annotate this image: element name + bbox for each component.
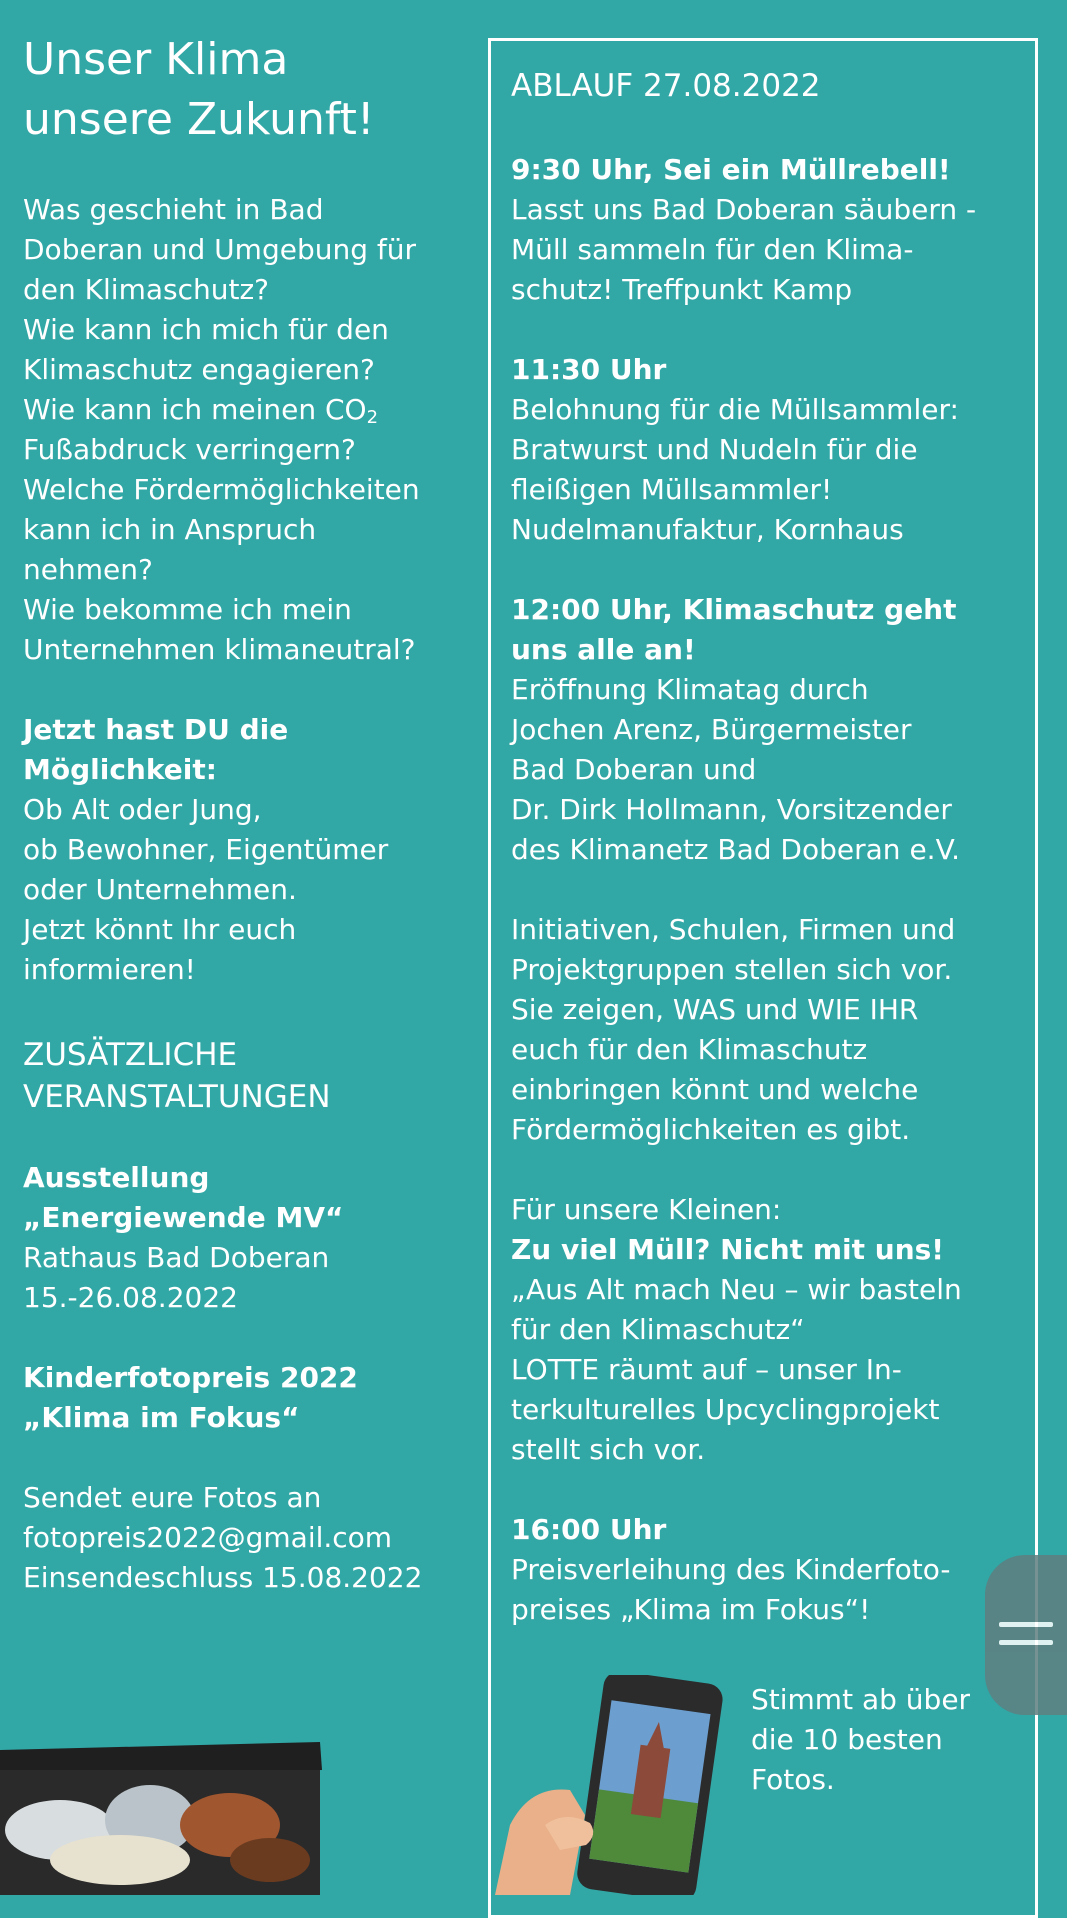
photo-prize-heading: Kinderfotopreis 2022 „Klima im Fokus“ — [23, 1361, 358, 1434]
agenda-item-heading: 9:30 Uhr, Sei ein Müllrebell! — [511, 153, 951, 186]
co2-subscript: 2 — [366, 407, 379, 429]
exhibit-heading: Ausstellung „Energiewende MV“ — [23, 1161, 344, 1234]
questions-text: Was geschieht in Bad Doberan und Umgebung für den Klimaschutz? Wie kann ich mich für den Klimaschutz engagieren? Wie kann ich meinen CO — [23, 193, 416, 426]
award-heading: 16:00 Uhr — [511, 1513, 667, 1546]
award-text: Preisverleihung des Kinderfoto- preises „Klima im Fokus“! — [511, 1553, 951, 1626]
agenda-item-text: Belohnung für die Müllsammler: Bratwurst und Nudeln für die fleißigen Müllsammler! Nudelmanufaktur, Kornhaus — [511, 393, 959, 546]
agenda-item-text: Eröffnung Klimatag durch Jochen Arenz, Bürgermeister Bad Doberan und Dr. Dirk Hollmann, Vorsitzender des Klimanetz Bad Doberan e.V. — [511, 673, 961, 866]
agenda-title: ABLAUF 27.08.2022 — [511, 68, 821, 104]
questions-text-continued: Fußabdruck verringern? Welche Fördermöglichkeiten kann ich in Anspruch nehmen? Wie bekomme ich mein Unternehmen klimaneutral? — [23, 433, 420, 666]
scroll-handle-icon[interactable] — [985, 1555, 1067, 1715]
phone-hand-illustration — [490, 1675, 730, 1895]
kids-heading: Zu viel Müll? Nicht mit uns! — [511, 1233, 945, 1266]
kids-intro: Für unsere Kleinen: — [511, 1193, 782, 1226]
trash-bin-illustration — [0, 1730, 330, 1895]
exhibit-text: Rathaus Bad Doberan 15.-26.08.2022 — [23, 1241, 330, 1314]
page-title: Unser Klima unsere Zukunft! — [23, 34, 375, 145]
kids-text: „Aus Alt mach Neu – wir basteln für den Klimaschutz“ LOTTE räumt auf – unser In- terkulturelles Upcyclingprojekt stellt sich vor. — [511, 1273, 962, 1466]
agenda-item-heading: 11:30 Uhr — [511, 353, 667, 386]
agenda-item-heading: 12:00 Uhr, Klimaschutz geht uns alle an! — [511, 593, 957, 666]
chance-text: Ob Alt oder Jung, ob Bewohner, Eigentümer oder Unternehmen. Jetzt könnt Ihr euch informieren! — [23, 793, 389, 986]
extra-events-heading: ZUSÄTZLICHE VERANSTALTUNGEN — [23, 1037, 331, 1115]
questions-block — [23, 190, 473, 670]
agenda-column — [511, 62, 1036, 1630]
agenda-item-text: Lasst uns Bad Doberan säubern - Müll sammeln für den Klima- schutz! Treffpunkt Kamp — [511, 193, 977, 306]
photo-prize-text: Sendet eure Fotos an fotopreis2022@gmail.com Einsendeschluss 15.08.2022 — [23, 1481, 423, 1594]
initiatives-text: Initiativen, Schulen, Firmen und Projektgruppen stellen sich vor. Sie zeigen, WAS und WIE IHR euch für den Klimaschutz einbringen könnt und welche Fördermöglichkeiten es gibt. — [511, 913, 956, 1146]
handle-bar-bottom — [999, 1640, 1053, 1645]
handle-bar-top — [999, 1622, 1053, 1627]
left-column — [23, 30, 473, 1598]
chance-heading: Jetzt hast DU die Möglichkeit: — [23, 713, 289, 786]
vote-text: Stimmt ab über die 10 besten Fotos. — [751, 1683, 971, 1796]
